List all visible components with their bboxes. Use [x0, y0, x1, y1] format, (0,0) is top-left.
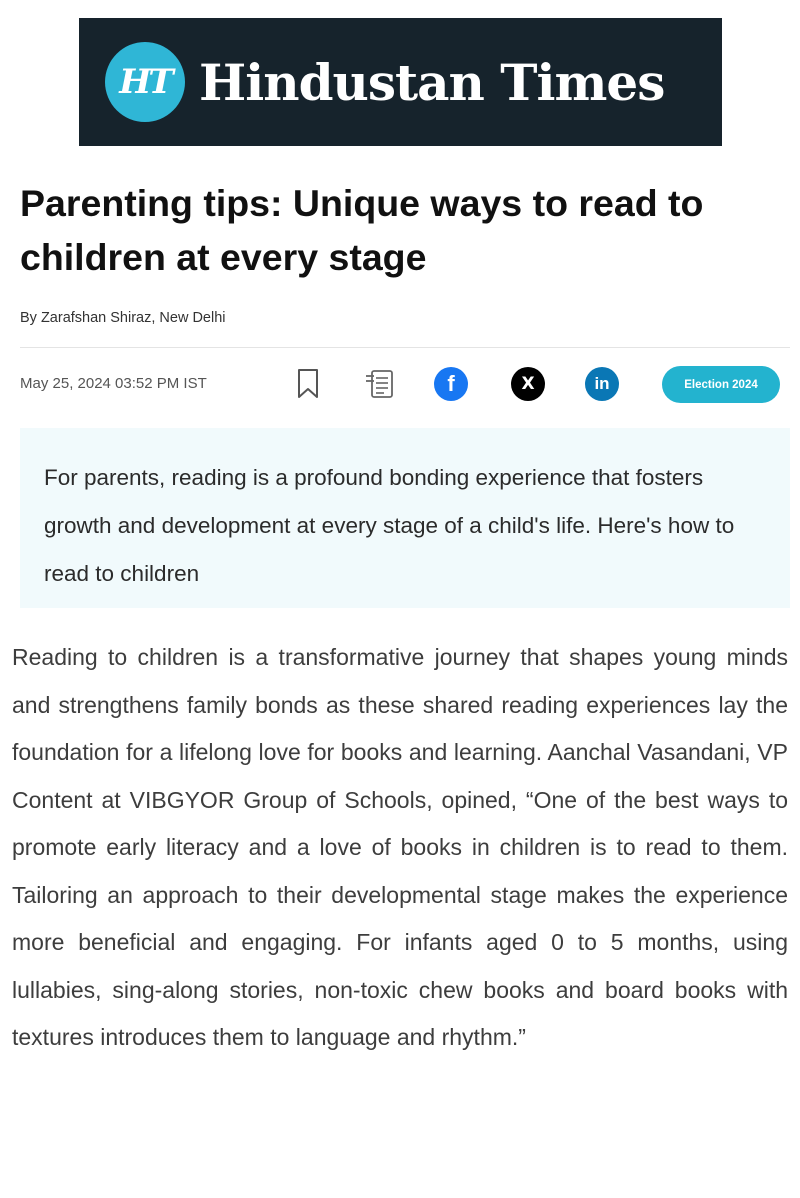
x-icon: X	[511, 367, 545, 401]
facebook-icon: f	[434, 367, 468, 401]
bookmark-icon	[296, 368, 320, 400]
ht-logo-badge: HT	[105, 42, 185, 122]
facebook-share-button[interactable]	[433, 366, 469, 402]
article-summary-box	[20, 428, 790, 608]
masthead[interactable]	[79, 18, 722, 146]
divider	[20, 347, 790, 348]
listen-icon	[362, 366, 398, 402]
election-2024-badge[interactable]: Election 2024	[662, 366, 780, 403]
x-share-button[interactable]	[510, 366, 546, 402]
linkedin-icon: in	[585, 367, 619, 401]
linkedin-share-button[interactable]	[584, 366, 620, 402]
publish-date: May 25, 2024 03:52 PM IST	[20, 375, 207, 392]
article-meta-row	[20, 360, 780, 410]
bookmark-button[interactable]	[290, 366, 326, 402]
byline: By Zarafshan Shiraz, New Delhi	[20, 310, 226, 326]
listen-button[interactable]	[362, 366, 398, 402]
article-body-paragraph: Reading to children is a transformative journey that shapes young minds and strengthens family bonds as these shared reading experiences lay the foundation for a lifelong love for books and learning. Aanchal Vasandani, VP Content at VIBGYOR Group of Schools, opined, “One of the best ways to promote early literacy and a love of books in children is to read to them. Tailoring an approach to their developmental stage makes the experience more beneficial and engaging. For infants aged 0 to 5 months, using lullabies, sing-along stories, non-toxic chew books and board books with textures introduces them to language and rhythm.”	[12, 644, 788, 1050]
article-headline: Parenting tips: Unique ways to read to children at every stage	[20, 182, 704, 278]
brand-name: Hindustan Times	[199, 52, 665, 112]
article-summary: For parents, reading is a profound bonding experience that fosters growth and development at every stage of a child's life. Here's how to read to children	[44, 465, 735, 586]
